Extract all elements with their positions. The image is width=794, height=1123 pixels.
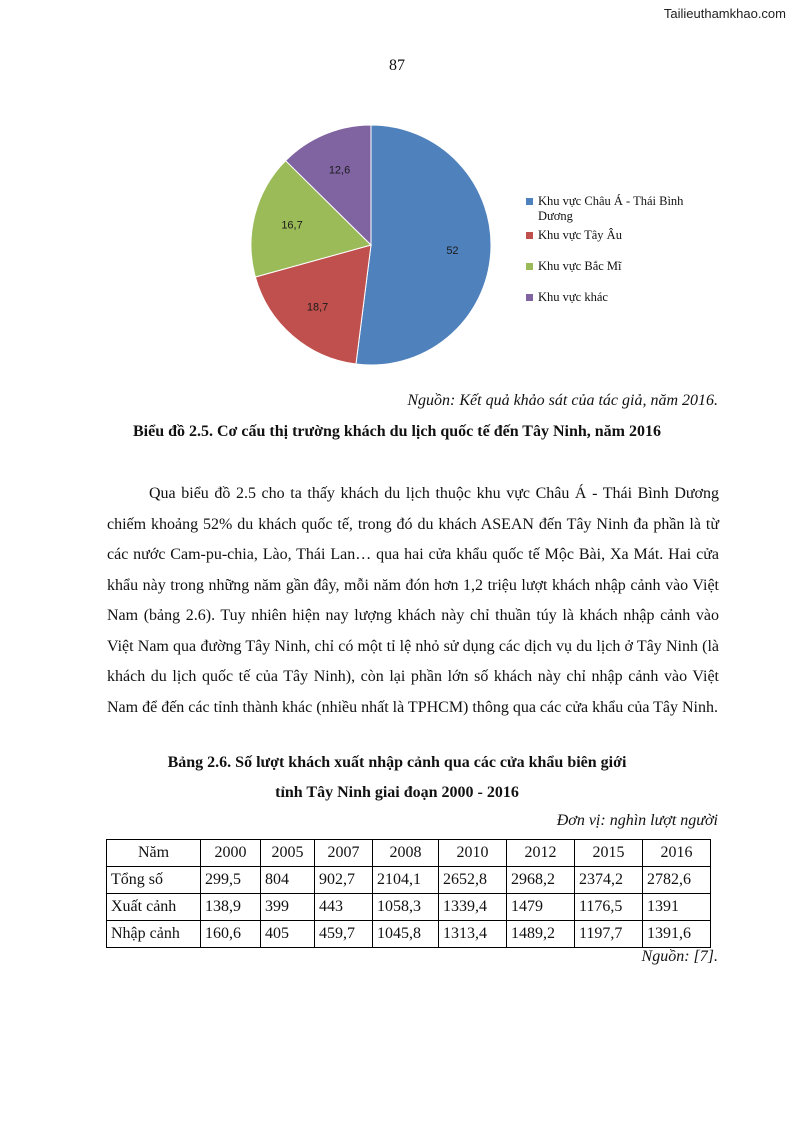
table-row	[107, 894, 711, 921]
table-cell: Tổng số	[107, 867, 201, 894]
table-header-row	[107, 840, 711, 867]
legend-item-western-europe	[526, 228, 686, 243]
legend-label: Khu vực Châu Á - Thái Bình Dương	[538, 194, 684, 223]
table-cell: 405	[261, 921, 315, 948]
table-header-cell: 2007	[315, 840, 373, 867]
chart-source: Nguồn: Kết quả khảo sát của tác giả, năm 2016.	[407, 392, 718, 409]
table-row	[107, 921, 711, 948]
table-cell: 902,7	[315, 867, 373, 894]
legend-swatch	[526, 294, 533, 301]
chart-caption: Biểu đồ 2.5. Cơ cấu thị trường khách du lịch quốc tế đến Tây Ninh, năm 2016	[132, 423, 661, 440]
pie-slice-asia-pacific	[356, 125, 491, 365]
legend-swatch	[526, 263, 533, 270]
table-cell: 1339,4	[439, 894, 507, 921]
table-header-cell: 2010	[439, 840, 507, 867]
legend-item-north-america	[526, 259, 686, 274]
table-unit: Đơn vị: nghìn lượt người	[556, 812, 718, 829]
table-header-cell: 2012	[507, 840, 575, 867]
table-caption-line-2: tỉnh Tây Ninh giai đoạn 2000 - 2016	[275, 784, 519, 801]
table-source: Nguồn: [7].	[641, 948, 718, 965]
legend-item-asia-pacific	[526, 194, 686, 224]
table-header-cell: 2016	[643, 840, 711, 867]
pie-data-label: 12,6	[328, 164, 351, 177]
table-cell: 2374,2	[575, 867, 643, 894]
table-cell: 160,6	[201, 921, 261, 948]
table-cell: 804	[261, 867, 315, 894]
table-cell: 459,7	[315, 921, 373, 948]
legend-label: Khu vực Tây Âu	[538, 228, 622, 242]
table-row	[107, 867, 711, 894]
table-cell: Xuất cảnh	[107, 894, 201, 921]
table-cell: 399	[261, 894, 315, 921]
table-cell: 2652,8	[439, 867, 507, 894]
table-cell: 1391	[643, 894, 711, 921]
pie-data-label: 18,7	[306, 301, 329, 314]
legend-swatch	[526, 198, 533, 205]
table-cell: 1313,4	[439, 921, 507, 948]
watermark: Tailieuthamkhao.com	[663, 6, 786, 21]
data-table	[106, 839, 711, 948]
legend-label: Khu vực khác	[538, 290, 608, 304]
pie-chart	[240, 118, 500, 378]
pie-data-label: 16,7	[281, 219, 303, 232]
table-cell: 1391,6	[643, 921, 711, 948]
table-caption-line-1: Bảng 2.6. Số lượt khách xuất nhập cảnh qua các cửa khẩu biên giới	[167, 754, 627, 771]
table-cell: 1489,2	[507, 921, 575, 948]
page-number: 87	[389, 57, 405, 74]
table-cell: 1176,5	[575, 894, 643, 921]
table-cell: Nhập cảnh	[107, 921, 201, 948]
table-cell: 1045,8	[373, 921, 439, 948]
table-header-cell: 2000	[201, 840, 261, 867]
table-cell: 1197,7	[575, 921, 643, 948]
table-header-cell: 2015	[575, 840, 643, 867]
legend-item-other	[526, 290, 686, 305]
table-cell: 1479	[507, 894, 575, 921]
table-cell: 443	[315, 894, 373, 921]
table-header-cell: 2005	[261, 840, 315, 867]
table-cell: 138,9	[201, 894, 261, 921]
table-cell: 2104,1	[373, 867, 439, 894]
legend-swatch	[526, 232, 533, 239]
pie-data-label: 52	[446, 245, 459, 258]
table-header-cell: 2008	[373, 840, 439, 867]
table-cell: 2968,2	[507, 867, 575, 894]
table-cell: 2782,6	[643, 867, 711, 894]
chart-legend	[526, 194, 686, 309]
table-cell: 1058,3	[373, 894, 439, 921]
body-paragraph: Qua biểu đồ 2.5 cho ta thấy khách du lịch thuộc khu vực Châu Á - Thái Bình Dương chiếm khoảng 52% du khách quốc tế, trong đó du khách ASEAN đến Tây Ninh đa phần là từ các nước Cam-pu-chia, Lào, Thái Lan… qua hai cửa khẩu quốc tế Mộc Bài, Xa Mát. Hai cửa khẩu này trong những năm gần đây, mỗi năm đón hơn 1,2 triệu lượt khách nhập cảnh vào Việt Nam (bảng 2.6). Tuy nhiên hiện nay lượng khách này chỉ thuần túy là khách nhập cảnh vào Việt Nam qua đường Tây Ninh, chỉ có một tỉ lệ nhỏ sử dụng các dịch vụ du lịch ở Tây Ninh (là khách du lịch quốc tế của Tây Ninh), còn lại phần lớn số khách này chỉ nhập cảnh vào Việt Nam để đến các tỉnh thành khác (nhiều nhất là TPHCM) thông qua các cửa khẩu của Tây Ninh.	[107, 485, 719, 716]
legend-label: Khu vực Bắc Mĩ	[538, 259, 622, 273]
table-header-cell: Năm	[107, 840, 201, 867]
table-cell: 299,5	[201, 867, 261, 894]
